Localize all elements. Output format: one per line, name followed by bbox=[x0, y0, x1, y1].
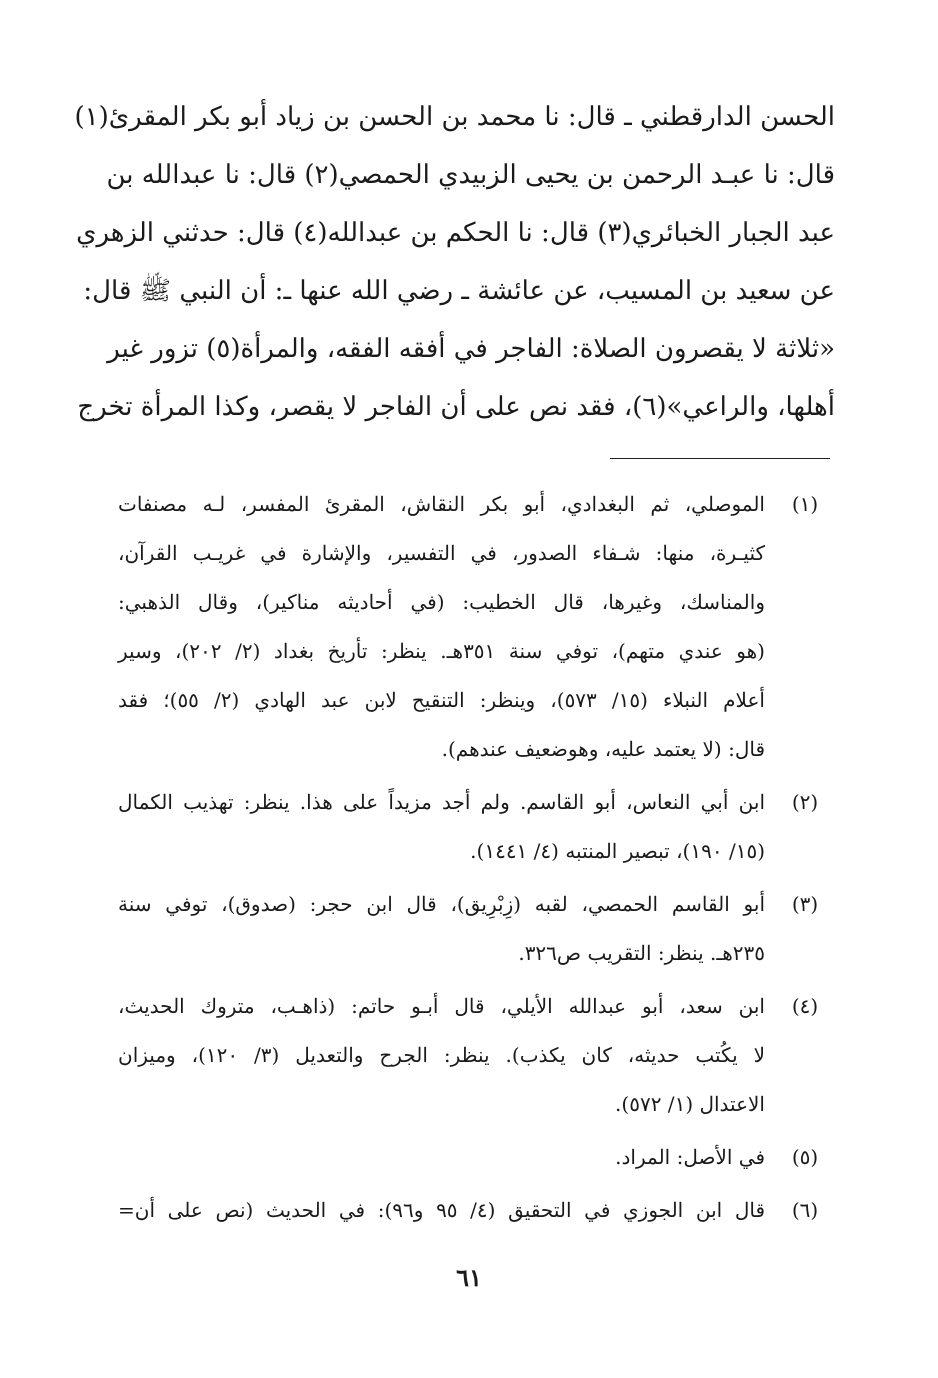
footnote-3 bbox=[118, 880, 835, 978]
page-number: ٦١ bbox=[456, 1263, 482, 1292]
footnote-line: ابن أبي النعاس، أبو القاسم. ولم أجد مزيداً على هذا. ينظر: تهذيب الكمال bbox=[118, 790, 765, 814]
footnote-line: (هو عندي متهم)، توفي سنة ٣٥١هـ. ينظر: تأريخ بغداد (٢/ ٢٠٢)، وسير bbox=[118, 639, 765, 663]
footnote-line: ٢٣٥هـ. ينظر: التقريب ص٣٢٦. bbox=[518, 941, 765, 965]
footnote-divider bbox=[610, 458, 830, 459]
footnote-number: (٢) bbox=[791, 790, 819, 814]
main-text-line: عن سعيد بن المسيب، عن عائشة ـ رضي الله عنها ـ: أن النبي ﷺ قال: bbox=[83, 276, 835, 306]
main-text-line: «ثلاثة لا يقصرون الصلاة: الفاجر في أفقه الفقه، والمرأة(٥) تزور غير bbox=[107, 334, 835, 364]
footnote-6 bbox=[118, 1186, 835, 1235]
footnote-line: (١٥/ ١٩٠)، تبصير المنتبه (٤/ ١٤٤١). bbox=[470, 839, 765, 863]
main-text-line: قال: نا عبـد الرحمن بن يحيى الزبيدي الحمصي(٢) قال: نا عبدالله بن bbox=[106, 160, 835, 190]
footnote-2 bbox=[118, 778, 835, 876]
footnote-1 bbox=[118, 480, 835, 774]
footnote-line: أعلام النبلاء (١٥/ ٥٧٣)، وينظر: التنقيح لابن عبد الهادي (٢/ ٥٥)؛ فقد bbox=[118, 688, 765, 712]
footnote-4 bbox=[118, 982, 835, 1129]
footnote-line: كثيـرة، منها: شـفاء الصدور، في التفسير، والإشارة في غريـب القرآن، bbox=[118, 541, 765, 565]
footnote-line: في الأصل: المراد. bbox=[615, 1145, 765, 1169]
footnote-number: (٤) bbox=[791, 994, 819, 1018]
footnote-line: لا يكُتب حديثه، كان يكذب). ينظر: الجرح والتعديل (٣/ ١٢٠)، وميزان bbox=[118, 1043, 765, 1067]
footnote-5 bbox=[118, 1133, 835, 1182]
main-text-line: عبد الجبار الخبائري(٣) قال: نا الحكم بن عبدالله(٤) قال: حدثني الزهري bbox=[76, 218, 835, 248]
footnote-line: قال: (لا يعتمد عليه، وهوضعيف عندهم). bbox=[441, 737, 765, 761]
footnote-number: (٥) bbox=[791, 1145, 819, 1169]
footnote-number: (٣) bbox=[791, 892, 819, 916]
footnote-line: الموصلي، ثم البغدادي، أبو بكر النقاش، المقرئ المفسر، لـه مصنفات bbox=[118, 492, 765, 516]
footnote-line: ابن سعد، أبو عبدالله الأيلي، قال أبـو حاتم: (ذاهـب، متروك الحديث، bbox=[118, 994, 765, 1018]
footnote-line: والمناسك، وغيرها، قال الخطيب: (في أحاديثه مناكير)، وقال الذهبي: bbox=[118, 590, 765, 614]
footnote-line: الاعتدال (١/ ٥٧٢). bbox=[615, 1092, 765, 1116]
footnote-number: (١) bbox=[791, 492, 819, 516]
main-text-line: الحسن الدارقطني ـ قال: نا محمد بن الحسن بن زياد أبو بكر المقرئ(١) bbox=[74, 102, 835, 132]
main-text-line: أهلها، والراعي»(٦)، فقد نص على أن الفاجر لا يقصر، وكذا المرأة تخرج bbox=[77, 392, 835, 422]
main-body-text bbox=[74, 88, 835, 436]
footnote-number: (٦) bbox=[791, 1198, 819, 1222]
footnote-line: قال ابن الجوزي في التحقيق (٤/ ٩٥ و٩٦): في الحديث (نص على أن= bbox=[118, 1198, 766, 1222]
footnote-line: أبو القاسم الحمصي، لقبه (زِبْرِيق)، قال ابن حجر: (صدوق)، توفي سنة bbox=[118, 892, 765, 916]
footnotes-section bbox=[118, 480, 835, 1239]
